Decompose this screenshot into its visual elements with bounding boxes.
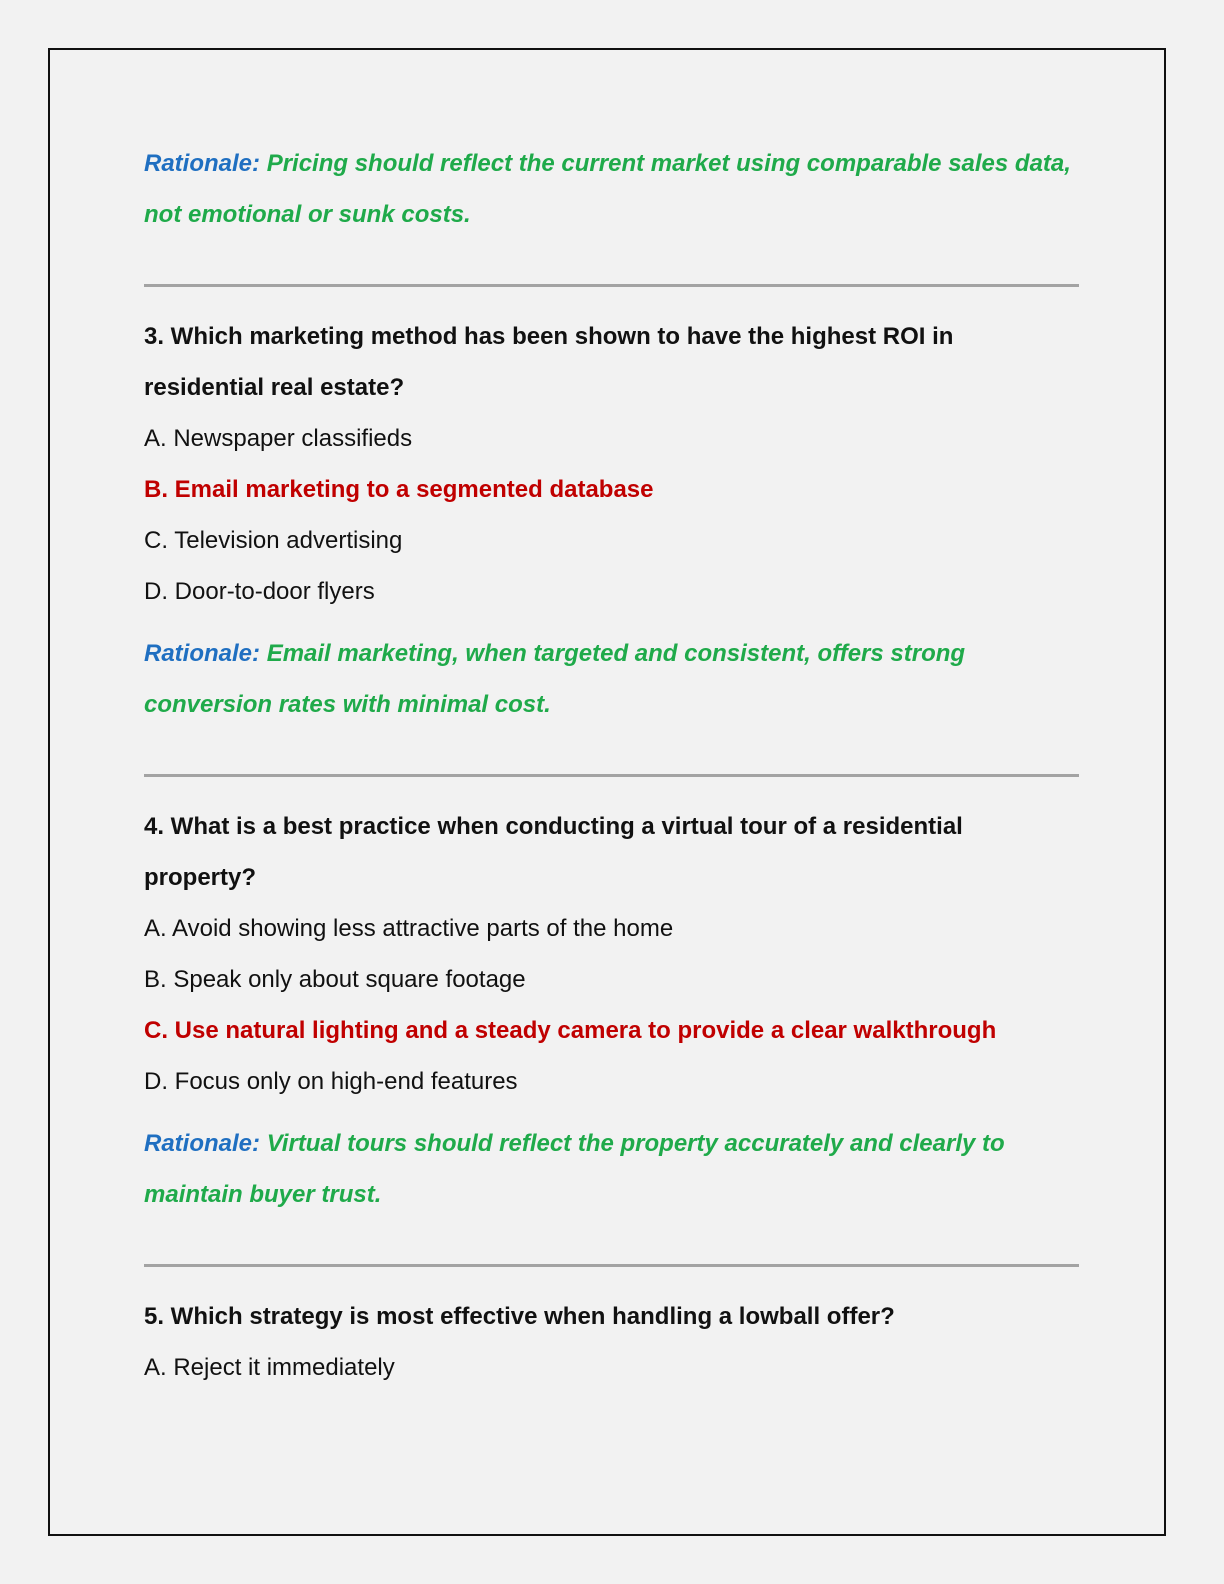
question-text: 3. Which marketing method has been shown to have the highest ROI in residential real estate? [144,323,954,401]
rationale-q2 [144,138,1079,240]
answer-option-a: A. Newspaper classifieds [144,425,413,452]
answer-option-b-correct: B. Email marketing to a segmented database [144,476,654,503]
document-content [144,138,1079,1393]
question-block-4 [144,801,1079,1220]
rationale-label: Rationale: [144,150,261,177]
answer-option-d: D. Door-to-door flyers [144,578,375,605]
rationale-label: Rationale: [144,640,261,667]
rationale-text: Virtual tours should reflect the property accurately and clearly to maintain buyer trust. [144,1130,1005,1208]
answer-option-a: A. Reject it immediately [144,1354,395,1381]
question-text: 5. Which strategy is most effective when handling a lowball offer? [144,1303,895,1330]
question-block-5 [144,1291,1079,1393]
rationale-q3 [144,628,1079,730]
rationale-text: Email marketing, when targeted and consistent, offers strong conversion rates with minimal cost. [144,640,966,718]
rationale-text: Pricing should reflect the current market using comparable sales data, not emotional or sunk costs. [144,150,1071,228]
answer-option-b: B. Speak only about square footage [144,966,526,993]
rationale-label: Rationale: [144,1130,261,1157]
answer-option-a: A. Avoid showing less attractive parts of the home [144,915,674,942]
question-block-3 [144,311,1079,730]
question-text: 4. What is a best practice when conducting a virtual tour of a residential property? [144,813,963,891]
rationale-q4 [144,1118,1079,1220]
answer-option-c: C. Television advertising [144,527,403,554]
answer-option-d: D. Focus only on high-end features [144,1068,518,1095]
answer-option-c-correct: C. Use natural lighting and a steady camera to provide a clear walkthrough [144,1017,997,1044]
